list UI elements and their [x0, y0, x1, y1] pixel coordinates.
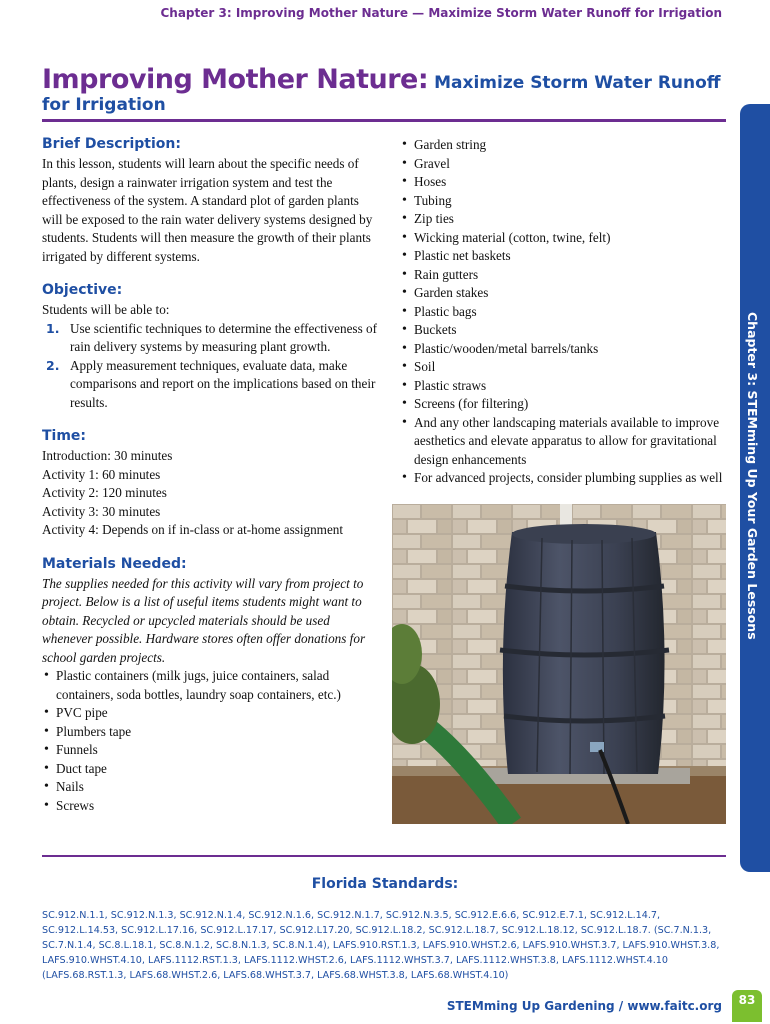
- list-item: • PVC pipe: [42, 704, 382, 723]
- time-line: Activity 2: 120 minutes: [42, 485, 167, 500]
- list-item: • Funnels: [42, 741, 382, 760]
- title-main: Improving Mother Nature:: [42, 64, 429, 95]
- rain-barrel-photo: [392, 504, 726, 824]
- time-line: Activity 3: 30 minutes: [42, 503, 161, 519]
- objective-text: Use scientific techniques to determine the effectiveness of rain delivery systems by measuring plant growth.: [70, 320, 377, 354]
- time-heading: Time:: [42, 428, 87, 444]
- list-item: • Garden stakes: [400, 284, 730, 303]
- objective-number: 2.: [46, 357, 60, 373]
- brief-description-heading: Brief Description:: [42, 136, 181, 152]
- title-subtitle: Maximize Storm Water Runoff for Irrigation: [42, 73, 721, 115]
- page-number: 83: [738, 993, 756, 1007]
- list-item: • Plastic net baskets: [400, 247, 730, 266]
- brief-description-text: In this lesson, students will learn about the specific needs of plants, design a rainwater irrigation system and test the effectiveness of the system. A standard plot of garden plants will be exposed to the rain water delivery systems designed by students. Students will then measure the growth of their plants irrigated by different systems.: [42, 156, 373, 264]
- page-number-badge: [732, 990, 762, 1022]
- time-line: Activity 4: Depends on if in-class or at-home assignment: [42, 522, 344, 537]
- time-section: [42, 428, 382, 540]
- list-item: • For advanced projects, consider plumbing supplies as well: [400, 469, 730, 488]
- list-item: • Plumbers tape: [42, 723, 382, 742]
- list-item: • Rain gutters: [400, 266, 730, 285]
- standards-text: SC.912.N.1.1, SC.912.N.1.3, SC.912.N.1.4, SC.912.N.1.6, SC.912.N.1.7, SC.912.N.3.5, SC.912.E.6.6, SC.912.E.7.1, SC.912.L.14.7, SC.912.L.14.53, SC.912.L.17.16, SC.912.L.17.17, SC.912.L17.20, SC.912.L.18.2, SC.912.L.18.7, SC.912.L.18.12, SC.912.L.18.7. (SC.7.N.1.3, SC.7.N.1.4, SC.8.L.18.1, SC.8.N.1.2, SC.8.N.1.3, SC.8.N.1.4), LAFS.910.RST.1.3, LAFS.910.WHST.2.6, LAFS.910.WHST.3.7, LAFS.910.WHST.3.8, LAFS.910.WHST.4.10, LAFS.1112.RST.1.3, LAFS.1112.WHST.2.6, LAFS.1112.WHST.3.7, LAFS.1112.WHST.3.8, LAFS.1112.WHST.4.10 (LAFS.68.RST.1.3, LAFS.68.WHST.2.6, LAFS.68.WHST.3.7, LAFS.68.WHST.3.8, LAFS.68.WHST.4.10): [42, 910, 720, 981]
- list-item: • Screens (for filtering): [400, 395, 730, 414]
- footer-text: STEMming Up Gardening / www.faitc.org: [446, 999, 722, 1013]
- list-item: • Soil: [400, 358, 730, 377]
- materials-section: [42, 556, 382, 816]
- section-divider: [42, 855, 726, 857]
- left-column: [42, 136, 382, 831]
- running-head: Chapter 3: Improving Mother Nature — Maximize Storm Water Runoff for Irrigation: [160, 6, 722, 20]
- materials-list-right: [400, 136, 730, 488]
- list-item: • Zip ties: [400, 210, 730, 229]
- time-line: Activity 1: 60 minutes: [42, 466, 161, 482]
- objective-item: [42, 357, 382, 413]
- right-column: [400, 136, 730, 488]
- list-item: • Wicking material (cotton, twine, felt): [400, 229, 730, 248]
- page-title: [42, 64, 726, 122]
- list-item: • Tubing: [400, 192, 730, 211]
- list-item: • Plastic containers (milk jugs, juice containers, salad containers, soda bottles, laundry soap containers, etc.): [42, 667, 382, 704]
- objective-item: [42, 320, 382, 357]
- list-item: • And any other landscaping materials available to improve aesthetics and elevate apparatus to allow for gravitational design enhancements: [400, 414, 730, 470]
- list-item: • Hoses: [400, 173, 730, 192]
- list-item: • Duct tape: [42, 760, 382, 779]
- objective-intro: Students will be able to:: [42, 302, 170, 317]
- list-item: • Plastic bags: [400, 303, 730, 322]
- list-item: • Garden string: [400, 136, 730, 155]
- objective-section: [42, 282, 382, 412]
- list-item: • Gravel: [400, 155, 730, 174]
- objective-text: Apply measurement techniques, evaluate data, make comparisons and report on the implications based on their results.: [70, 357, 376, 410]
- list-item: • Nails: [42, 778, 382, 797]
- materials-list-left: [42, 667, 382, 815]
- materials-heading: Materials Needed:: [42, 555, 187, 572]
- chapter-side-tab-label: Chapter 3: STEMming Up Your Garden Lessons: [745, 312, 760, 640]
- objective-list: [42, 320, 382, 413]
- list-item: • Screws: [42, 797, 382, 816]
- brief-description-section: [42, 136, 382, 266]
- list-item: • Plastic straws: [400, 377, 730, 396]
- list-item: • Plastic/wooden/metal barrels/tanks: [400, 340, 730, 359]
- list-item: • Buckets: [400, 321, 730, 340]
- objective-number: 1.: [46, 320, 60, 336]
- materials-intro: The supplies needed for this activity will vary from project to project. Below is a list of useful items students might want to obtain. Recycled or upcycled materials should be used whenever possible. Hardware stores often offer donations for school garden projects.: [42, 575, 366, 665]
- objective-heading: Objective:: [42, 282, 123, 298]
- standards-heading: Florida Standards:: [311, 876, 459, 892]
- time-line: Introduction: 30 minutes: [42, 448, 173, 463]
